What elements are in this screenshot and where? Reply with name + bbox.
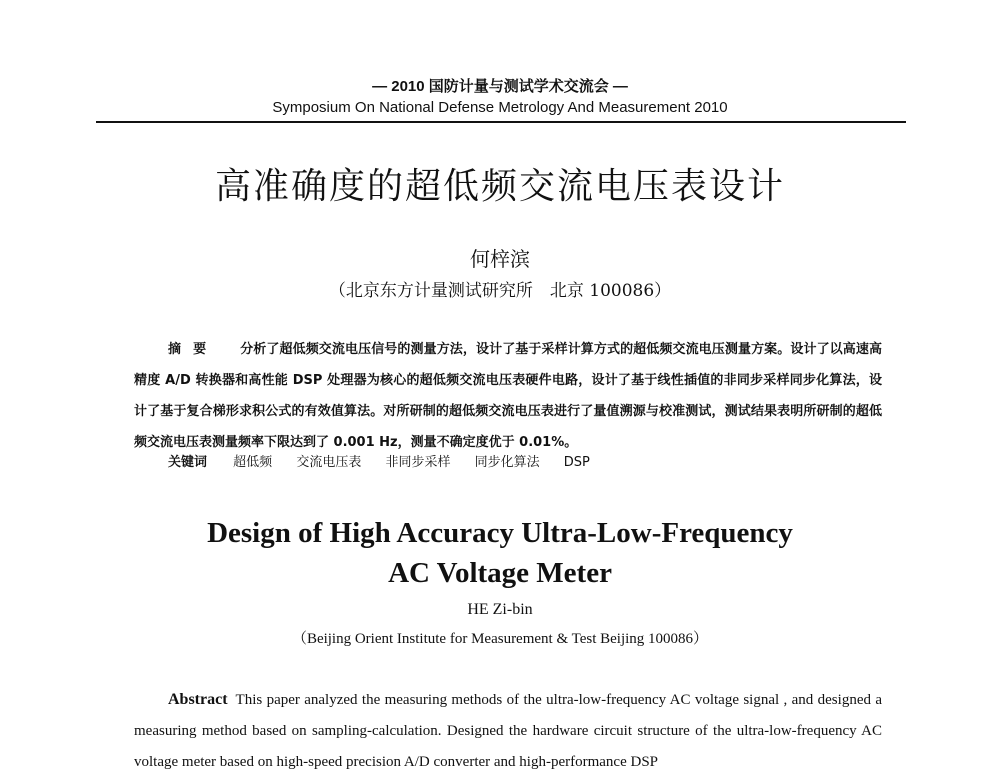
- paper-title-en-line1: Design of High Accuracy Ultra-Low-Frequency: [207, 517, 793, 549]
- keyword: DSP: [563, 455, 590, 470]
- keywords-label-cn: 关键词: [168, 455, 208, 470]
- keyword: 超低频: [233, 455, 273, 470]
- keyword: 非同步采样: [385, 455, 451, 470]
- paper-title-cn: 高准确度的超低频交流电压表设计: [214, 166, 785, 207]
- conference-header-en: Symposium On National Defense Metrology And Measurement 2010: [272, 99, 728, 116]
- abstract-cn: [134, 334, 882, 458]
- affiliation-en: （Beijing Orient Institute for Measurement & Test Beijing 100086）: [291, 631, 709, 647]
- abstract-label-cn: 摘要: [168, 342, 219, 357]
- keywords-cn: [168, 451, 610, 470]
- author-cn: 何梓滨: [470, 247, 530, 271]
- abstract-text-en: This paper analyzed the measuring methods of the ultra-low-frequency AC voltage signal , and designed a measuring method based on sampling-calculation. Designed the hardware circuit structure of the ultra-low-frequency AC voltage meter based on high-speed precision A/D converter and high-performance DSP: [134, 692, 882, 770]
- abstract-en: [134, 684, 882, 778]
- header-rule: [96, 121, 906, 123]
- abstract-label-en: Abstract: [168, 691, 228, 708]
- author-en: HE Zi-bin: [467, 601, 533, 618]
- conference-header-cn: — 2010 国防计量与测试学术交流会 —: [372, 78, 628, 95]
- paper-title-en-line2: AC Voltage Meter: [388, 557, 612, 589]
- paper-title-en: [0, 513, 1000, 593]
- affiliation-cn: （北京东方计量测试研究所 北京 100086）: [328, 281, 672, 301]
- keyword: 同步化算法: [474, 455, 540, 470]
- abstract-text-cn: 分析了超低频交流电压信号的测量方法，设计了基于采样计算方式的超低频交流电压测量方案。设计了以高速高精度 A/D 转换器和高性能 DSP 处理器为核心的超低频交流电压表硬件电路，设计了基于线性插值的非同步采样同步化算法，设计了基于复合梯形求积公式的有效值算法。对所研制的超低频交流电压表进行了量值溯源与校准测试，测试结果表明所研制的超低频交流电压表测量频率下限达到了 0.001 Hz，测量不确定度优于 0.01%。: [134, 342, 882, 450]
- keyword: 交流电压表: [296, 455, 362, 470]
